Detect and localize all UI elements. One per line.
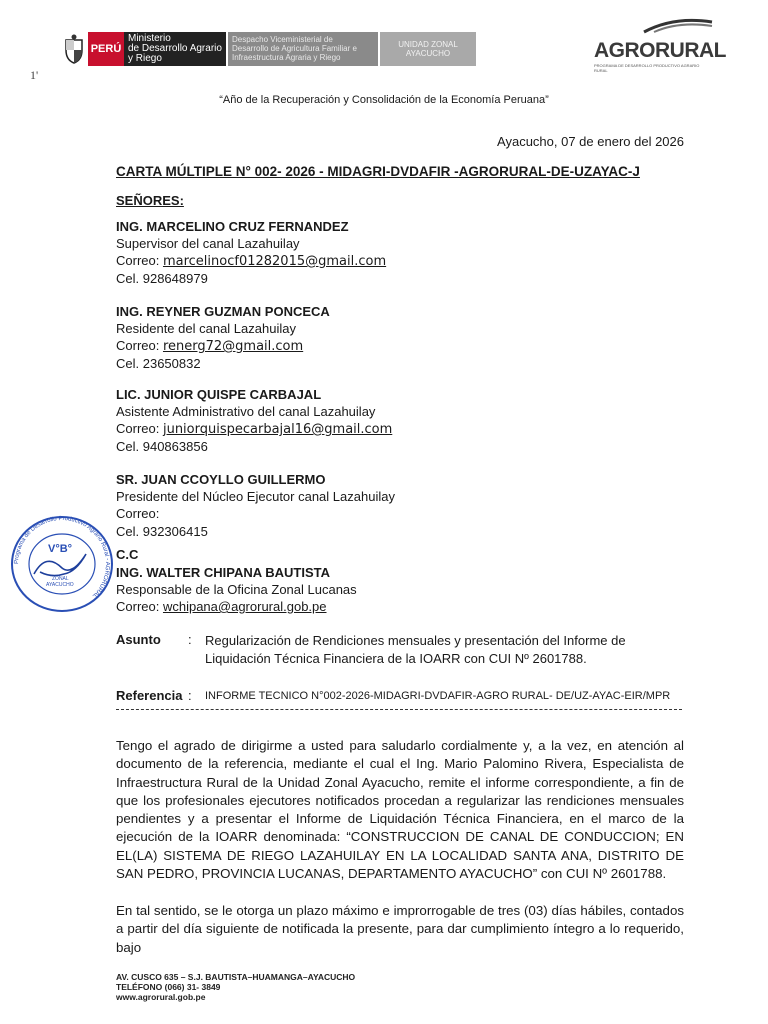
body-paragraph-1: Tengo el agrado de dirigirme a usted para saludarlo cordialmente y, a la vez, en atención al documento de la referencia, mediante el cual el Ing. Mario Palomino Rivera, Especialista de Infraestructura Rural de la Unidad Zonal Ayacucho, remite el informe correspondiente, a fin de que los profesionales ejecutores notificados procedan a regularizar las rendiciones mensuales pendientes y a presentar el Informe de Liquidación Técnica Financiera, en el marco de la ejecución de la IOARR denominada: “CONSTRUCCION DE CANAL DE CONDUCCION; EN EL(LA) SISTEMA DE RIEGO LAZAHUILAY EN LA LOCALIDAD SANTA ANA, DISTRITO DE SAN PEDRO, PROVINCIA LUCANAS, DEPARTAMENTO AYACUCHO” con CUI Nº 2601788. bbox=[116, 738, 684, 882]
body-paragraph-2: En tal sentido, se le otorga un plazo máximo e improrrogable de tres (03) días hábiles, contados a partir del día siguiente de notificada la presente, para dar cumplimiento íntegro a lo requerido, bajo bbox=[116, 903, 684, 955]
unidad-zonal-label: UNIDAD ZONAL AYACUCHO bbox=[380, 32, 476, 66]
recipient-email-link[interactable]: juniorquispecarbajal16@gmail.com bbox=[162, 422, 393, 437]
asunto-label: Asunto bbox=[116, 632, 161, 647]
ministerio-label: Ministerio de Desarrollo Agrario y Riego bbox=[124, 32, 226, 66]
referencia-colon: : bbox=[188, 688, 192, 703]
recipient-email-link[interactable]: renerg72@gmail.com bbox=[162, 339, 304, 354]
footer-address: AV. CUSCO 635 – S.J. BAUTISTA–HUAMANGA–AYACUCHO bbox=[116, 972, 356, 982]
year-slogan: “Año de la Recuperación y Consolidación de la Economía Peruana” bbox=[219, 94, 549, 106]
recipient-cel: Cel. 940863856 bbox=[116, 439, 208, 454]
agrorural-logo-text: AGRORURAL bbox=[594, 39, 726, 62]
stamp-ring-text: Programa de Desarrollo Productivo Agrario Rural - AGRORURAL bbox=[13, 515, 111, 599]
recipient-cel: Cel. 23650832 bbox=[116, 356, 201, 371]
recipient-email-line: Correo: juniorquispecarbajal16@gmail.com bbox=[116, 421, 393, 437]
recipient-email-line: Correo: renerg72@gmail.com bbox=[116, 338, 304, 354]
coat-of-arms-icon bbox=[62, 34, 86, 64]
asunto-colon: : bbox=[188, 632, 192, 647]
recipient-role: Asistente Administrativo del canal Lazahuilay bbox=[116, 404, 376, 419]
recipient-name: SR. JUAN CCOYLLO GUILLERMO bbox=[116, 472, 326, 487]
recipient-block bbox=[116, 303, 330, 372]
agrorural-swoosh-icon bbox=[594, 14, 714, 34]
margin-mark: 1' bbox=[30, 68, 39, 82]
recipient-cel: Cel. 928648979 bbox=[116, 271, 208, 286]
recipient-name: ING. MARCELINO CRUZ FERNANDEZ bbox=[116, 219, 349, 234]
recipient-email-link[interactable]: marcelinocf01282015@gmail.com bbox=[162, 254, 387, 269]
senores-heading: SEÑORES: bbox=[116, 193, 184, 208]
carta-title: CARTA MÚLTIPLE N° 002- 2026 - MIDAGRI-DVDAFIR -AGRORURAL-DE-UZAYAC-J bbox=[116, 164, 640, 179]
referencia-text: INFORME TECNICO N°002-2026-MIDAGRI-DVDAFIR-AGRO RURAL- DE/UZ-AYAC-EIR/MPR bbox=[205, 690, 671, 702]
cc-block bbox=[116, 564, 357, 615]
stamp-vb: V°B° bbox=[48, 543, 73, 555]
recipient-name: ING. REYNER GUZMAN PONCECA bbox=[116, 304, 330, 319]
recipient-role: Residente del canal Lazahuilay bbox=[116, 321, 296, 336]
asunto-text: Regularización de Rendiciones mensuales y presentación del Informe de Liquidación Técnica Financiera de la IOARR con CUI Nº 2601788. bbox=[205, 633, 626, 666]
recipient-role: Supervisor del canal Lazahuilay bbox=[116, 236, 300, 251]
recipient-block bbox=[116, 386, 392, 455]
referencia-label: Referencia bbox=[116, 688, 183, 703]
recipient-cel: Cel. 932306415 bbox=[116, 524, 208, 539]
recipient-email-line: Correo: bbox=[116, 506, 160, 521]
cc-email-link[interactable]: wchipana@agrorural.gob.pe bbox=[162, 599, 327, 614]
stamp-zonal: ZONAL bbox=[52, 576, 69, 582]
cc-label: C.C bbox=[116, 547, 139, 562]
recipient-block bbox=[116, 218, 386, 287]
recipient-block bbox=[116, 471, 395, 540]
cc-role: Responsable de la Oficina Zonal Lucanas bbox=[116, 582, 357, 597]
footer-web[interactable]: www.agrorural.gob.pe bbox=[116, 992, 206, 1002]
stamp-ayacucho: AYACUCHO bbox=[46, 582, 74, 588]
recipient-name: LIC. JUNIOR QUISPE CARBAJAL bbox=[116, 387, 322, 402]
footer bbox=[116, 972, 355, 1002]
recipient-email-line: Correo: marcelinocf01282015@gmail.com bbox=[116, 253, 387, 269]
cc-email-line: Correo: wchipana@agrorural.gob.pe bbox=[116, 599, 327, 614]
official-stamp bbox=[6, 512, 118, 616]
recipient-role: Presidente del Núcleo Ejecutor canal Lazahuilay bbox=[116, 489, 395, 504]
despacho-label: Despacho Viceministerial de Desarrollo de Agricultura Familiar e Infraestructura Agraria y Riego bbox=[228, 32, 378, 66]
agrorural-logo bbox=[594, 14, 726, 73]
agrorural-logo-subtext: PROGRAMA DE DESARROLLO PRODUCTIVO AGRARIO RURAL bbox=[594, 63, 700, 73]
letter-date: Ayacucho, 07 de enero del 2026 bbox=[497, 134, 684, 149]
cc-name: ING. WALTER CHIPANA BAUTISTA bbox=[116, 565, 331, 580]
signature-mark bbox=[34, 554, 86, 576]
peru-label: PERÚ bbox=[88, 32, 124, 66]
separator-line bbox=[116, 709, 682, 710]
footer-phone: TELÉFONO (066) 31- 3849 bbox=[116, 982, 221, 992]
